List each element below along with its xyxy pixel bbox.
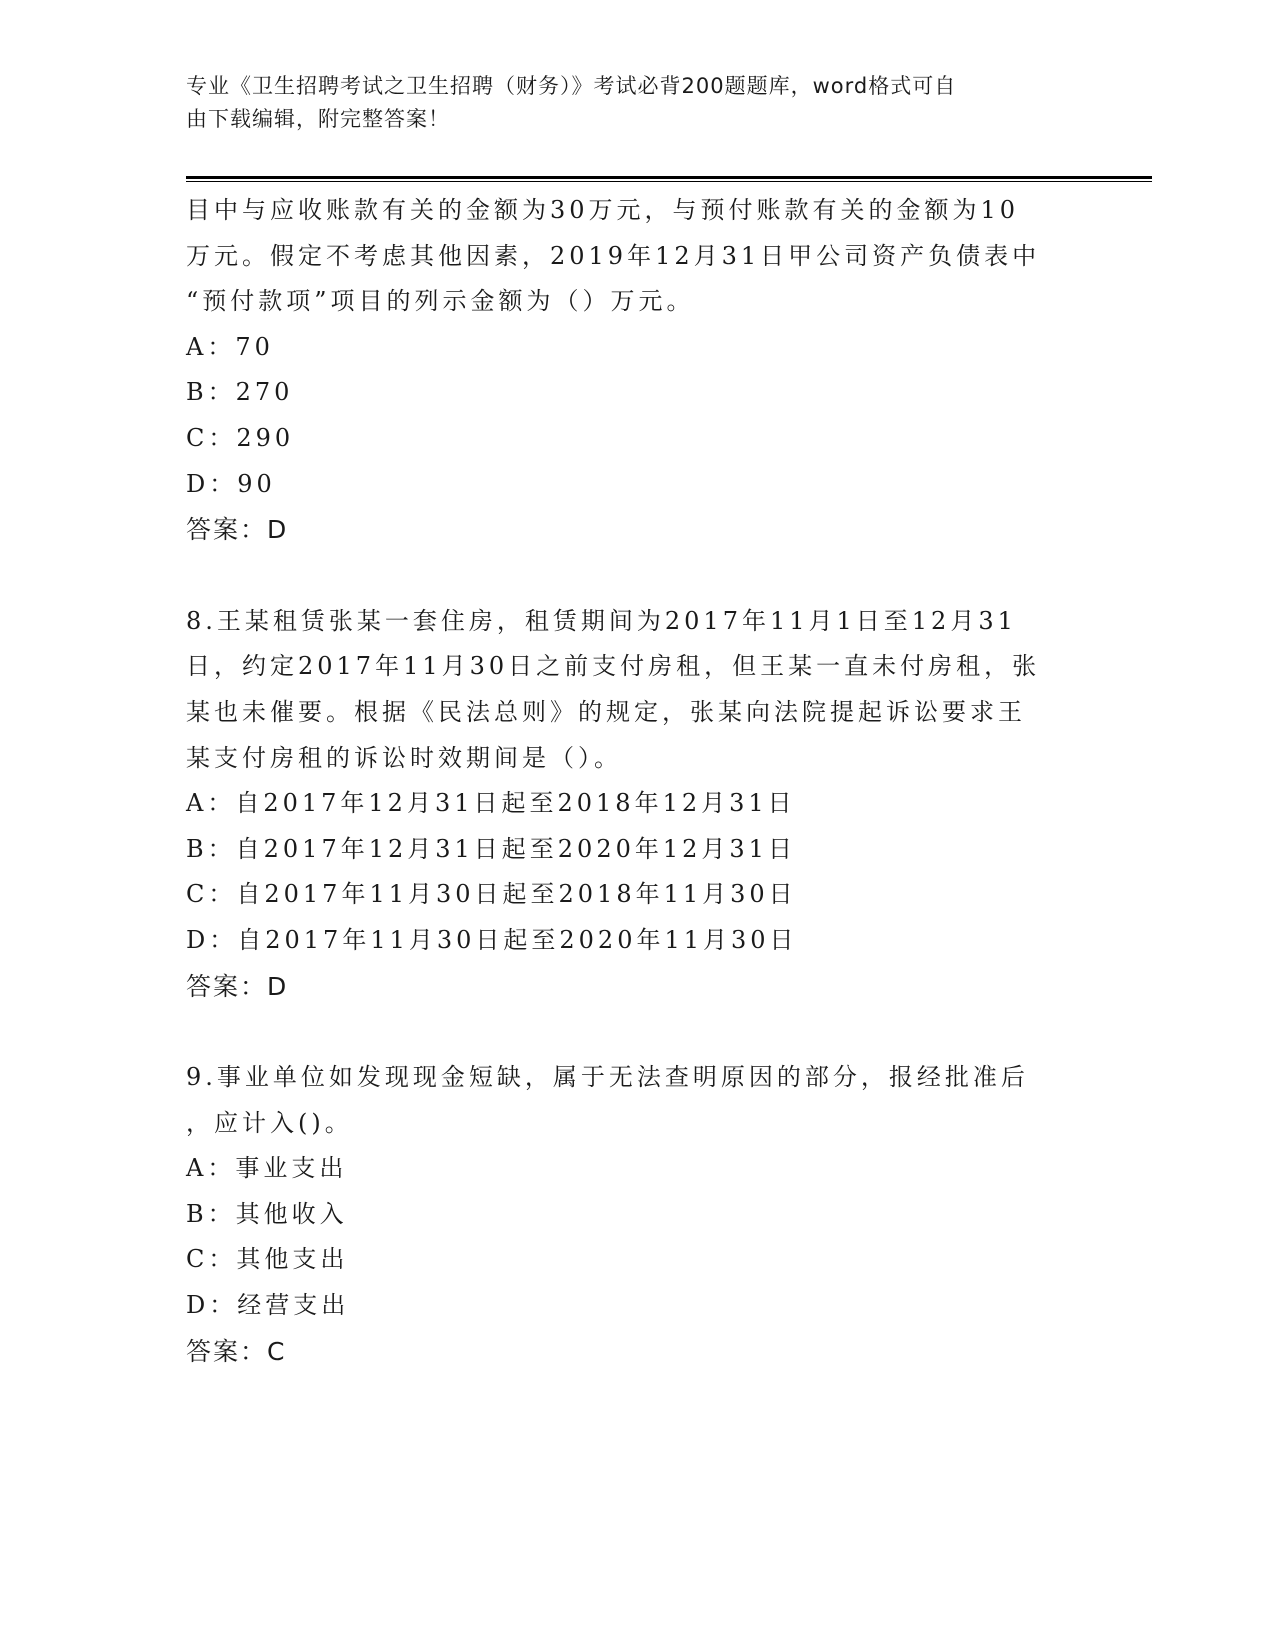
option-d: D：经营支出 bbox=[186, 1291, 350, 1320]
answer-line: 答案：D bbox=[186, 971, 289, 1001]
header-divider-thick bbox=[186, 176, 1152, 179]
option-c: C：自2017年11月30日起至2018年11月30日 bbox=[186, 880, 797, 909]
question-7 bbox=[186, 188, 1076, 553]
answer-line: 答案：D bbox=[186, 515, 289, 545]
section-spacer bbox=[186, 1009, 1076, 1055]
question-stem-line: 目中与应收账款有关的金额为30万元，与预付账款有关的金额为10 bbox=[186, 196, 1020, 224]
option-a: A：自2017年12月31日起至2018年12月31日 bbox=[186, 789, 796, 818]
question-stem-line: 9.事业单位如发现现金短缺，属于无法查明原因的部分，报经批准后 bbox=[186, 1063, 1029, 1092]
option-d: D：自2017年11月30日起至2020年11月30日 bbox=[186, 925, 798, 954]
header-title-line-2: 由下载编辑，附完整答案！ bbox=[186, 107, 450, 131]
option-a: A：70 bbox=[186, 332, 274, 361]
header-title-line-1: 专业《卫生招聘考试之卫生招聘（财务）》考试必背200题题库，word格式可自 bbox=[186, 74, 957, 98]
question-8 bbox=[186, 599, 1076, 1009]
document-header bbox=[186, 70, 1066, 136]
option-c: C：290 bbox=[186, 423, 295, 452]
question-stem-line: 某也未催要。根据《民法总则》的规定，张某向法院提起诉讼要求王 bbox=[186, 697, 1026, 726]
document-body bbox=[186, 188, 1076, 1374]
header-divider-thin bbox=[186, 181, 1152, 182]
question-9 bbox=[186, 1055, 1076, 1374]
answer-line: 答案：C bbox=[186, 1336, 287, 1366]
option-b: B：自2017年12月31日起至2020年12月31日 bbox=[186, 834, 796, 863]
section-spacer bbox=[186, 553, 1076, 599]
question-stem-line: “预付款项”项目的列示金额为（）万元。 bbox=[186, 287, 695, 316]
option-d: D：90 bbox=[186, 469, 276, 498]
question-stem-line: 8.王某租赁张某一套住房，租赁期间为2017年11月1日至12月31 bbox=[186, 606, 1017, 635]
question-stem-line: 万元。假定不考虑其他因素，2019年12月31日甲公司资产负债表中 bbox=[186, 241, 1041, 270]
option-b: B：其他收入 bbox=[186, 1199, 348, 1228]
option-c: C：其他支出 bbox=[186, 1245, 349, 1274]
option-b: B：270 bbox=[186, 378, 294, 407]
question-stem-line: ，应计入()。 bbox=[186, 1108, 353, 1137]
question-stem-line: 日，约定2017年11月30日之前支付房租，但王某一直未付房租，张 bbox=[186, 652, 1041, 681]
option-a: A：事业支出 bbox=[186, 1154, 348, 1183]
question-stem-line: 某支付房租的诉讼时效期间是（）。 bbox=[186, 743, 622, 772]
